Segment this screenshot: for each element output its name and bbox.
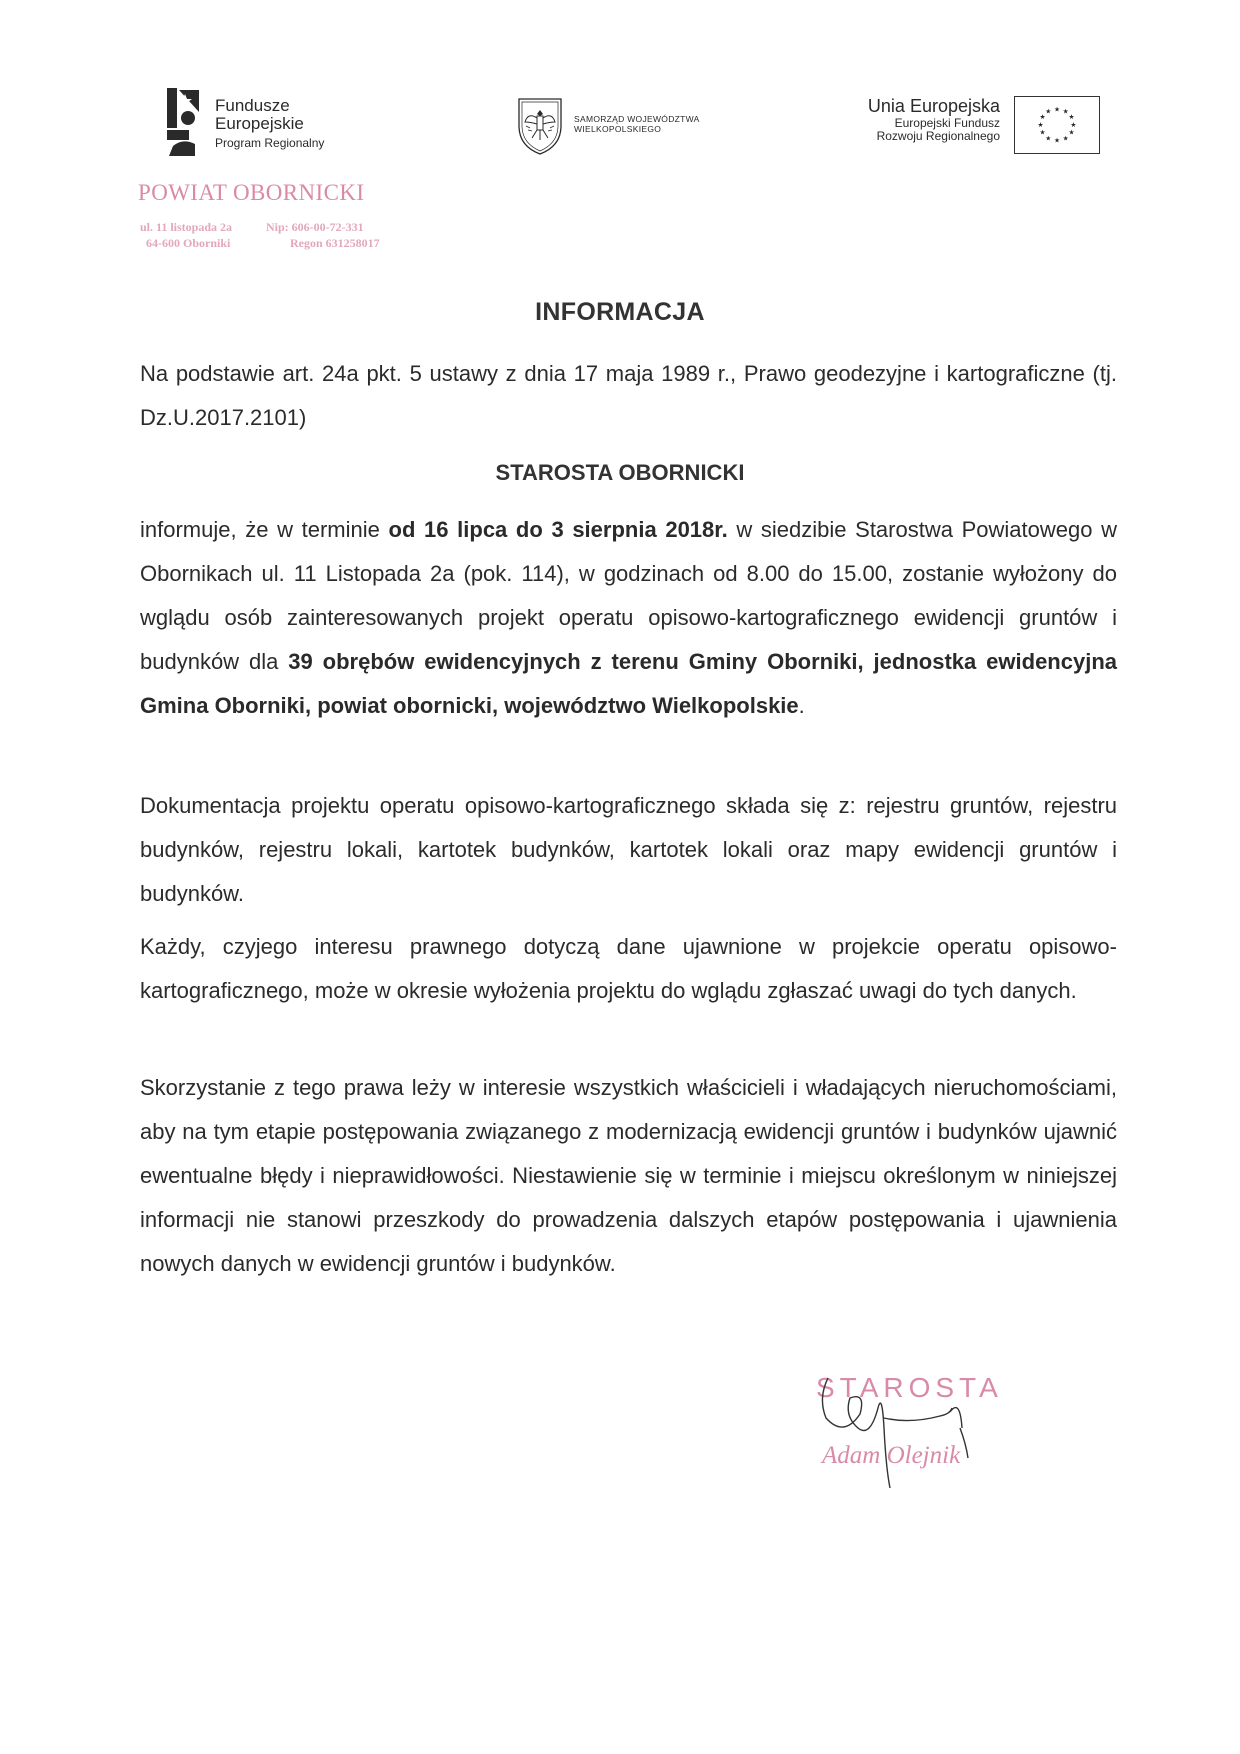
documentation-paragraph: Dokumentacja projektu operatu opisowo-kartograficznego składa się z: rejestru gruntów, rejestru budynków, rejestru lokali, kartotek budynków, kartotek lokali oraz mapy ewidencji gruntów i budynków.: [140, 793, 1117, 906]
svg-text:★: ★: [1068, 128, 1075, 137]
announcement-text-c: w siedzibie Starostwa Powiatowego w Obornikach ul. 11 Listopada 2a (pok. 114), w godzinach od 8.00 do 15.00, zostanie wyłożony do wglądu osób zainteresowanych projekt operatu opisowo-kartograficznego ewidencji gruntów i budynków dla: [140, 517, 1117, 674]
signature-stamp: [800, 1368, 1020, 1508]
announcement-text-e: .: [798, 693, 805, 718]
fundusze-europejskie-logo: [165, 88, 375, 158]
fe-logo-line1: Fundusze: [215, 96, 290, 115]
document-title: INFORMACJA: [535, 298, 705, 326]
signature-name: Adam Olejnik: [822, 1442, 961, 1469]
stamp-nip: Nip: 606-00-72-331: [266, 220, 364, 234]
eu-logo-line1: Unia Europejska: [867, 96, 1000, 116]
handwritten-signature-icon: [800, 1368, 1020, 1508]
rights-paragraph: Skorzystanie z tego prawa leży w interesie wszystkich właścicieli i władających nieruchomościami, aby na tym etapie postępowania związanego z modernizacją ewidencji gruntów i budynków ujawnić ewentualne błędy i nieprawidłowości. Niestawienie się w terminie i miejscu określonym w niniejszej informacji nie stanowi przeszkody do prowadzenia dalszych etapów postępowania i ujawnienia nowych danych w ewidencji gruntów i budynków.: [140, 1075, 1117, 1276]
signature-title: STAROSTA: [816, 1372, 1003, 1403]
stamp-regon: Regon 631258017: [290, 236, 380, 250]
svg-text:★: ★: [1037, 120, 1044, 129]
eu-logo-line3: Rozwoju Regionalnego: [876, 129, 1000, 144]
stamp-address1: ul. 11 listopada 2a: [140, 220, 233, 234]
wlkp-logo-line1: SAMORZĄD WOJEWÓDZTWA: [574, 114, 700, 124]
svg-text:★: ★: [1068, 113, 1075, 122]
svg-text:★: ★: [1062, 134, 1069, 143]
svg-text:★: ★: [1045, 134, 1052, 143]
wlkp-logo-line2: WIELKOPOLSKIEGO: [574, 123, 662, 134]
powiat-stamp: [138, 180, 428, 252]
svg-text:★: ★: [1070, 120, 1077, 129]
svg-text:★: ★: [1062, 107, 1069, 116]
announcement-scope: 39 obrębów ewidencyjnych z terenu Gminy Oborniki, jednostka ewidencyjna Gmina Oborniki, powiat obornicki, województwo Wielkopolskie: [140, 649, 1117, 718]
svg-text:★: ★: [1053, 136, 1061, 145]
intro-paragraph: Na podstawie art. 24a pkt. 5 ustawy z dnia 17 maja 1989 r., Prawo geodezyjne i kartograficzne (tj. Dz.U.2017.2101): [140, 361, 1117, 430]
fe-logo-line2: Europejskie: [215, 114, 304, 134]
unia-europejska-logo: [810, 96, 1100, 166]
fe-star-logo-icon: [165, 88, 201, 156]
authority-heading: STAROSTA OBORNICKI: [495, 460, 745, 485]
svg-text:★: ★: [1039, 128, 1046, 137]
announcement-paragraph: [140, 508, 1117, 728]
announcement-dates: od 16 lipca do 3 sierpnia 2018r.: [388, 517, 728, 542]
stamp-title: POWIAT OBORNICKI: [138, 180, 365, 205]
svg-text:★: ★: [1039, 113, 1046, 122]
svg-text:★: ★: [1053, 105, 1061, 114]
samorzad-wielkopolski-logo: [516, 96, 746, 160]
stamp-address2: 64-600 Oborniki: [146, 236, 231, 250]
eagle-crest-icon: [516, 96, 564, 156]
objections-paragraph: Każdy, czyjego interesu prawnego dotyczą dane ujawnione w projekcie operatu opisowo-kartograficznego, może w okresie wyłożenia projektu do wglądu zgłaszać uwagi do tych danych.: [140, 934, 1117, 1003]
eu-logo-line2: Europejski Fundusz: [894, 115, 1000, 130]
svg-text:★: ★: [1045, 107, 1052, 116]
eu-flag-icon: [1014, 96, 1100, 154]
announcement-text-a: informuje, że w terminie: [140, 517, 389, 542]
fe-logo-line3: Program Regionalny: [215, 135, 325, 150]
